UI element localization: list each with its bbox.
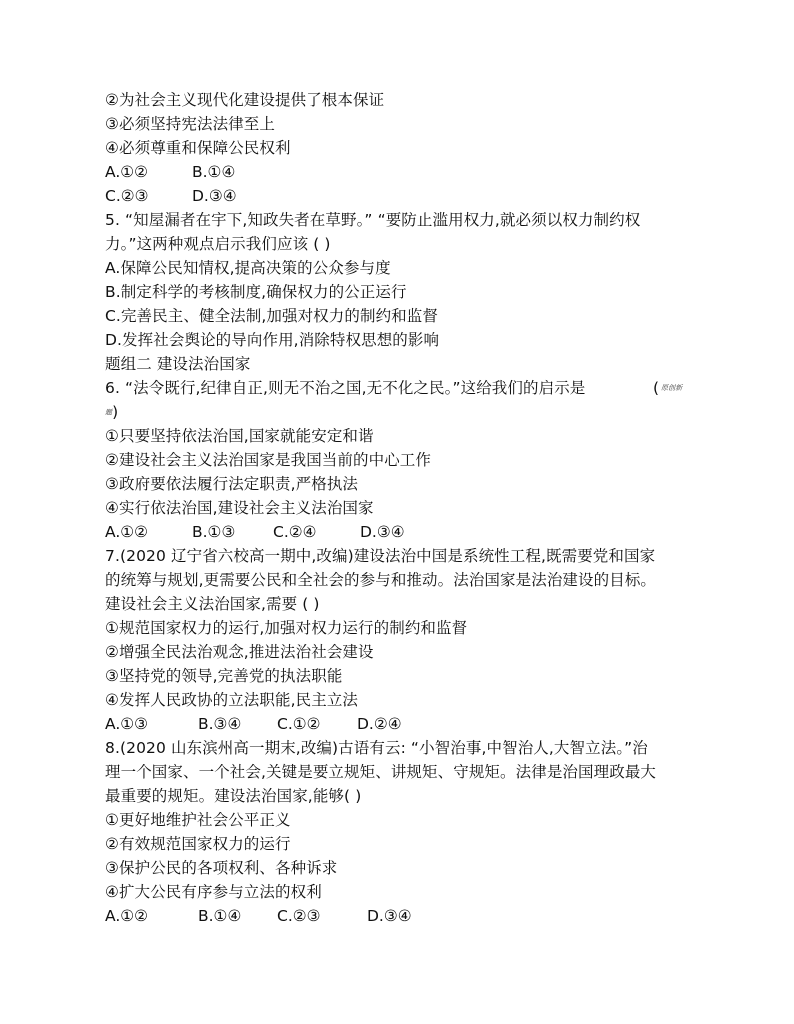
q7-choice-c: C.①② [277,715,321,733]
q6-source-note: 原创新 [661,384,683,392]
q7-option-1: ①规范国家权力的运行,加强对权力运行的制约和监督 [105,619,468,637]
q8-choice-b: B.①④ [198,907,242,925]
q8-option-2: ②有效规范国家权力的运行 [105,835,291,853]
q6-choice-b: B.①③ [192,523,236,541]
q7-option-2: ②增强全民法治观念,推进法治社会建设 [105,643,374,661]
q5-choice-b: B.制定科学的考核制度,确保权力的公正运行 [105,283,407,301]
q6-choice-a: A.①② [105,523,149,541]
q5-stem-line1: 5. “知屋漏者在宇下,知政失者在草野。” “要防止滥用权力,就必须以权力制约权 [105,211,641,229]
q7-option-4: ④发挥人民政协的立法职能,民主立法 [105,691,359,709]
q7-choice-b: B.③④ [198,715,242,733]
q6-paren-open: ( [653,379,660,397]
q4-choice-d: D.③④ [192,187,237,205]
q4-choice-c: C.②③ [105,187,149,205]
q6-choice-d: D.③④ [360,523,405,541]
q8-stem-line2: 理一个国家、一个社会,关键是要立规矩、讲规矩、守规矩。法律是治国理政最大 [105,763,657,781]
q4-option-4: ④必须尊重和保障公民权利 [105,139,291,157]
q4-choice-a: A.①② [105,163,149,181]
q7-stem-line2: 的统筹与规划,更需要公民和全社会的参与和推动。法治国家是法治建设的目标。 [105,571,657,589]
q8-stem-line1: 8.(2020 山东滨州高一期末,改编)古语有云: “小智治事,中智治人,大智立法。”治 [105,739,648,757]
q5-stem-line2: 力。”这两种观点启示我们应该 ( ) [105,235,331,253]
q6-stem-text: 6. “法令既行,纪律自正,则无不治之国,无不化之民。”这给我们的启示是 [105,379,586,397]
q8-choice-c: C.②③ [277,907,321,925]
q4-option-2: ②为社会主义现代化建设提供了根本保证 [105,91,385,109]
q5-choice-d: D.发挥社会舆论的导向作用,消除特权思想的影响 [105,331,440,349]
q6-stem-line2 [105,400,118,424]
q8-option-4: ④扩大公民有序参与立法的权利 [105,883,322,901]
section-heading: 题组二 建设法治国家 [105,355,251,373]
q8-stem-line3: 最重要的规矩。建设法治国家,能够( ) [105,787,362,805]
q4-choice-b: B.①④ [192,163,236,181]
q6-source-note-tail: 题 [105,408,113,417]
q6-option-1: ①只要坚持依法治国,国家就能安定和谐 [105,427,374,445]
q6-option-2: ②建设社会主义法治国家是我国当前的中心工作 [105,451,431,469]
q8-choice-d: D.③④ [367,907,412,925]
q5-choice-c: C.完善民主、健全法制,加强对权力的制约和监督 [105,307,438,325]
q8-option-1: ①更好地维护社会公平正义 [105,811,291,829]
q6-paren-close: ) [112,403,119,421]
q8-option-3: ③保护公民的各项权利、各种诉求 [105,859,338,877]
q4-option-3: ③必须坚持宪法法律至上 [105,115,275,133]
q6-option-3: ③政府要依法履行法定职责,严格执法 [105,475,359,493]
q7-stem-line3: 建设社会主义法治国家,需要 ( ) [105,595,320,613]
q6-stem-line1 [105,376,683,400]
q5-choice-a: A.保障公民知情权,提高决策的公众参与度 [105,259,391,277]
q6-option-4: ④实行依法治国,建设社会主义法治国家 [105,499,374,517]
q6-choice-c: C.②④ [273,523,317,541]
q7-choice-d: D.②④ [357,715,402,733]
q8-choice-a: A.①② [105,907,149,925]
q7-stem-line1: 7.(2020 辽宁省六校高一期中,改编)建设法治中国是系统性工程,既需要党和国家 [105,547,656,565]
q7-choice-a: A.①③ [105,715,149,733]
q7-option-3: ③坚持党的领导,完善党的执法职能 [105,667,343,685]
